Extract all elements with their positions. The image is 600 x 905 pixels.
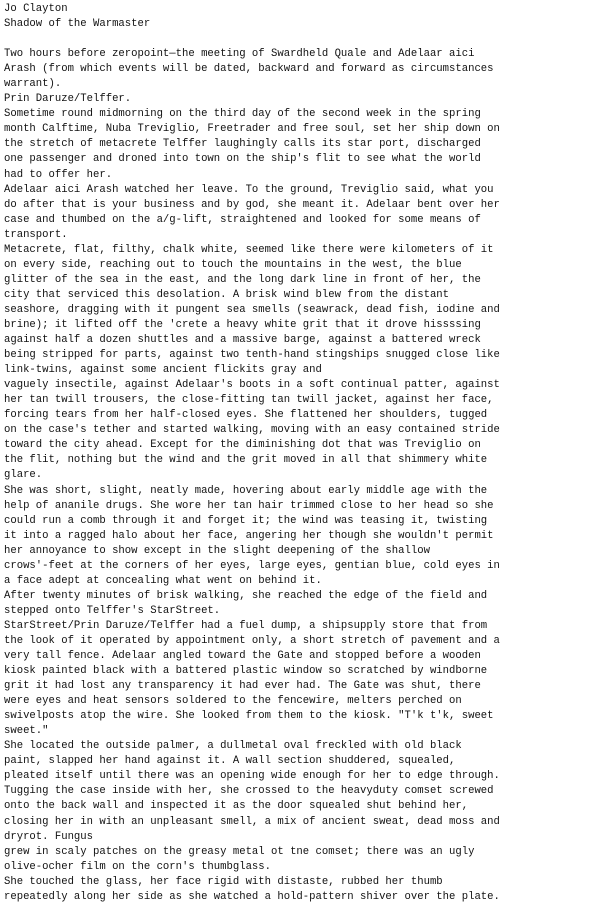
text-line: help of ananile drugs. She wore her tan hair trimmed close to her head so she [4,499,494,512]
text-line: forcing tears from her half-closed eyes. She flattened her shoulders, tugged [4,409,488,422]
text-line: stepped onto Telffer's StarStreet. [4,604,221,617]
text-line: StarStreet/Prin Daruze/Telffer had a fuel dump, a shipsupply store that from [4,619,488,632]
text-line: do after that is your business and by god, she meant it. Adelaar bent over her [4,198,500,211]
text-line: link-twins, against some ancient flickits gray and [4,364,322,377]
text-line: the stretch of metacrete Telffer laughingly calls its star port, discharged [4,138,481,151]
text-line: city that serviced this desolation. A brisk wind blew from the distant [4,288,450,301]
text-line: a face adept at concealing what went on behind it. [4,574,322,587]
text-line: After twenty minutes of brisk walking, she reached the edge of the field and [4,589,488,602]
text-line: could run a comb through it and forget it; the wind was teasing it, twisting [4,514,488,527]
text-line: her annoyance to show except in the slight deepening of the shallow [4,544,430,557]
text-line: swivelposts atop the wire. She looked from them to the kiosk. "T'k t'k, sweet [4,710,494,723]
text-line: had to offer her. [4,168,113,181]
body-text [4,47,594,905]
text-line: month Calftime, Nuba Treviglio, Freetrader and free soul, set her ship down on [4,123,500,136]
text-line: dryrot. Fungus [4,830,94,843]
text-line: repeatedly along her side as she watched a hold-pattern shiver over the plate. [4,890,500,903]
text-line: against half a dozen shuttles and a massive barge, against a battered wreck [4,334,481,347]
text-line: paint, slapped her hand against it. A wall section shuddered, squealed, [4,755,456,768]
text-line: being stripped for parts, against two tenth-hand stingships snugged close like [4,349,500,362]
text-line: onto the back wall and inspected it as the door squealed shut behind her, [4,800,469,813]
text-line: She touched the glass, her face rigid with distaste, rubbed her thumb [4,875,443,888]
text-line: were eyes and heat sensors soldered to the fencewire, melters perched on [4,695,462,708]
text-line: on every side, reaching out to touch the mountains in the west, the blue [4,258,462,271]
text-line: closing her in with an unpleasant smell, a mix of ancient sweat, dead moss and [4,815,500,828]
text-line: sweet." [4,725,49,738]
text-line: crows'-feet at the corners of her eyes, large eyes, gentian blue, cold eyes in [4,559,500,572]
text-line: vaguely insectile, against Adelaar's boots in a soft continual patter, against [4,379,500,392]
text-line: the look of it operated by appointment only, a short stretch of pavement and a [4,634,500,647]
text-line: it into a ragged halo about her face, angering her though she wouldn't permit [4,529,494,542]
text-line: seashore, dragging with it pungent sea smells (seawrack, dead fish, iodine and [4,303,500,316]
text-line: She located the outside palmer, a dullmetal oval freckled with old black [4,740,462,753]
text-line: Sometime round midmorning on the third day of the second week in the spring [4,108,481,121]
text-line: case and thumbed on the a/g-lift, straightened and looked for some means of [4,213,481,226]
blank-line [4,32,594,47]
text-line: glare. [4,469,43,482]
text-line: the flit, nothing but the wind and the grit moved in all that shimmery white [4,454,488,467]
text-line: on the case's tether and started walking, moving with an easy contained stride [4,424,500,437]
text-line: glitter of the sea in the east, and the long dark line in front of her, the [4,273,481,286]
text-line: Two hours before zeropoint—the meeting of Swardheld Quale and Adelaar aici [4,48,475,61]
text-line: Adelaar aici Arash watched her leave. To the ground, Treviglio said, what you [4,183,494,196]
author-line: Jo Clayton [4,3,68,15]
text-line: toward the city ahead. Except for the diminishing dot that was Treviglio on [4,439,481,452]
text-line: Prin Daruze/Telffer. [4,93,132,106]
text-line: grew in scaly patches on the greasy metal ot tne comset; there was an ugly [4,845,475,858]
text-line: grit it had lost any transparency it had ever had. The Gate was shut, there [4,680,481,693]
text-line: Arash (from which events will be dated, backward and forward as circumstances [4,63,494,76]
text-line: pleated itself until there was an opening wide enough for her to edge through. [4,770,500,783]
text-line: warrant). [4,78,62,91]
text-line: olive-ocher film on the corn's thumbglass. [4,860,272,873]
text-line: very tall fence. Adelaar angled toward the Gate and stopped before a wooden [4,650,481,663]
text-line: She was short, slight, neatly made, hovering about early middle age with the [4,484,488,497]
text-line: one passenger and droned into town on the ship's flit to see what the world [4,153,481,166]
text-line: Tugging the case inside with her, she crossed to the heavyduty comset screwed [4,785,494,798]
text-line: Metacrete, flat, filthy, chalk white, seemed like there were kilometers of it [4,243,494,256]
text-line: her tan twill trousers, the close-fitting tan twill jacket, against her face, [4,394,494,407]
text-line: transport. [4,228,68,241]
text-line: brine); it lifted off the 'crete a heavy white grit that it drove hissssing [4,318,481,331]
text-line: kiosk painted black with a battered plastic window so scratched by windborne [4,665,488,678]
document-page [4,2,594,905]
book-title-line: Shadow of the Warmaster [4,18,151,31]
